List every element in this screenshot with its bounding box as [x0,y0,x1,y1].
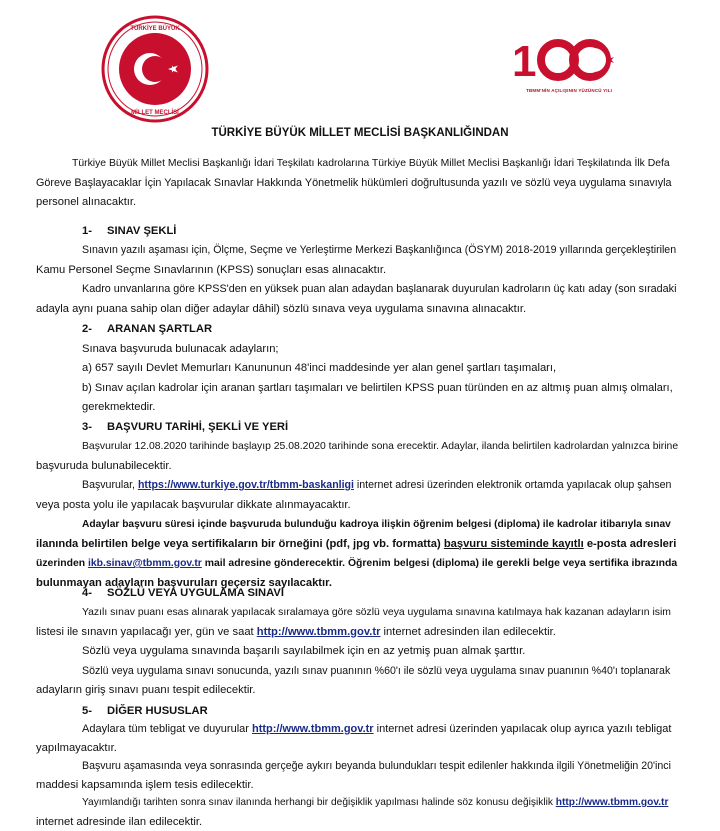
section-5-body [36,720,678,831]
s5-p1-text: Adaylara tüm tebligat ve duyurular [82,723,252,735]
section-5 [82,702,678,722]
email-link[interactable]: ikb.sinav@tbmm.gov.tr [88,558,202,569]
s4-p3-line-1: Sözlü veya uygulama sınavı sonucunda, yazılı sınav puanının %60'ı ile sözlü veya uygulama sınav puanının %40'ı toplanarak [36,662,678,682]
section-2 [82,320,678,418]
svg-text:MİLLET MECLİSİ: MİLLET MECLİSİ [131,109,179,116]
section-1-heading [82,222,678,242]
s4-p1-line-1: Yazılı sınav puanı esas alınarak yapılacak sıralamaya göre sözlü veya uygulama sınavına katılmaya hak kazanan adayların isim [36,603,678,623]
s1-p2-line-2: adayla aynı puana sahip olan diğer adaylar dâhil) sözlü sınava veya uygulama sınavına alınacaktır. [36,300,678,320]
section-5-heading [82,702,678,722]
s4-p1-line-2: listesi ile sınavın yapılacağı yer, gün ve saat [36,626,257,638]
section-4 [82,584,678,604]
s1-p2-line-1: Kadro unvanlarına göre KPSS'den en yüksek puan alan adaydan başlanarak duyurulan kadroların üç katı aday (son sıradaki [36,280,678,300]
section-4-title: SÖZLÜ VEYA UYGULAMA SINAVI [107,587,284,599]
tbmm-link-2[interactable]: http://www.tbmm.gov.tr [252,723,374,735]
section-5-title: DİĞER HUSUSLAR [107,705,208,717]
s2-item-a: a) 657 sayılı Devlet Memurları Kanununun 48'inci maddesinde yer alan genel şartları taşımaları, [82,359,678,379]
s3-p2-text-2: internet adresi üzerinden elektronik ortamda yapılacak olup şahsen [354,479,671,491]
section-3-body [36,437,678,593]
intro-line-2: Göreve Başlayacaklar İçin Yapılacak Sınavlar Hakkında Yönetmelik hükümleri doğrultusunda yazılı ve sözlü veya uygulama sınavıyla [36,174,678,194]
section-2-number: 2- [82,320,107,340]
tbmm-link-1[interactable]: http://www.tbmm.gov.tr [257,626,381,638]
s2-intro: Sınava başvuruda bulunacak adayların; [82,340,678,360]
s3-p1-line-2: başvuruda bulunabilecektir. [36,457,678,477]
section-3 [82,418,678,438]
section-4-body [36,603,678,701]
section-1-body [36,241,678,319]
section-1-title: SINAV ŞEKLİ [107,225,176,237]
s4-p1-line-2b: internet adresinden ilan edilecektir. [380,626,555,638]
intro-line-3: personel alınacaktır. [36,193,678,213]
section-4-heading [82,584,678,604]
section-3-heading [82,418,678,438]
s3-p3-line-1: Adaylar başvuru süresi içinde başvuruda bulunduğu kadroya ilişkin öğrenim belgesi (diploma) ile kadrolar itibarıyla sınav [36,515,678,535]
s3-p3-line-3b: mail adresine gönderecektir. Öğrenim belgesi (diploma) ile gerekli belge veya sertifika ibrazında [202,558,677,569]
section-5-number: 5- [82,702,107,722]
tbmm-link-3[interactable]: http://www.tbmm.gov.tr [556,797,669,808]
svg-text:TÜRKİYE BÜYÜK: TÜRKİYE BÜYÜK [130,25,180,32]
s3-p2-text: Başvurular, [82,479,138,491]
s1-p1-line-2: Kamu Personel Seçme Sınavlarının (KPSS) sonuçları esas alınacaktır. [36,261,678,281]
turkiye-gov-link[interactable]: https://www.turkiye.gov.tr/tbmm-baskanligi [138,479,354,491]
s3-p3-line-4: bulunmayan adayların başvuruları geçersiz sayılacaktır. [36,574,678,594]
intro-paragraph [36,154,678,213]
intro-line-1: Türkiye Büyük Millet Meclisi Başkanlığı İdari Teşkilatı kadrolarına Türkiye Büyük Millet Meclisi Başkanlığı İdari Teşkilatında İlk Defa [36,154,678,174]
s5-p1-line-2: yapılmayacaktır. [36,739,678,758]
s5-p2-line-2: maddesi kapsamında işlem tesis edilecektir. [36,776,678,795]
section-2-heading [82,320,678,340]
s4-p2: Sözlü veya uygulama sınavında başarılı sayılabilmek için en az yetmiş puan almak şarttır. [36,642,678,662]
s5-p1-text-2: internet adresi üzerinden yapılacak olup ayrıca yazılı tebligat [374,723,672,735]
s3-p3-line-2b: e-posta adresleri [584,538,677,550]
s5-p3-line-2: internet adresinde ilan edilecektir. [36,813,678,831]
s3-p3-underlined: başvuru sisteminde kayıtlı [444,538,584,550]
s3-p3-line-2: ilanında belirtilen belge veya sertifikaların bir örneğini (pdf, jpg vb. formatta) [36,538,444,550]
section-1-number: 1- [82,222,107,242]
s3-p3-line-3: üzerinden [36,558,88,569]
s5-p3-text: Yayımlandığı tarihten sonra sınav ilanında herhangi bir değişiklik yapılması halinde söz konusu değişiklik [82,797,556,808]
section-3-number: 3- [82,418,107,438]
section-2-title: ARANAN ŞARTLAR [107,323,212,335]
section-3-title: BAŞVURU TARİHİ, ŞEKLİ VE YERİ [107,421,288,433]
centennial-100-logo [508,26,638,106]
page-title: TÜRKİYE BÜYÜK MİLLET MECLİSİ BAŞKANLIĞINDAN [0,127,720,139]
s3-p2-line-2: veya posta yolu ile yapılacak başvurular dikkate alınmayacaktır. [36,496,678,516]
section-4-number: 4- [82,584,107,604]
s3-p1-line-1: Başvurular 12.08.2020 tarihinde başlayıp 25.08.2020 tarihinde sona erecektir. Adaylar, ilanda belirtilen kadrolardan yalnızca birine [36,437,678,457]
centennial-caption: TBMM'NİN AÇILIŞININ YÜZÜNCÜ YILI [526,88,646,93]
s2-item-b: b) Sınav açılan kadrolar için aranan şartları taşımaları ve belirtilen KPSS puan türünden en az altmış puan almış olmaları, [82,379,678,399]
s1-p1-line-1: Sınavın yazılı aşaması için, Ölçme, Seçme ve Yerleştirme Merkezi Başkanlığınca (ÖSYM) 2018-2019 yıllarında gerçekleştirilen [36,241,678,261]
s4-p3-line-2: adayların giriş sınavı puanı tespit edilecektir. [36,681,678,701]
s5-p2-line-1: Başvuru aşamasında veya sonrasında gerçeğe aykırı beyanda bulundukları tespit edilenler hakkında ilgili Yönetmeliğin 20'inci [36,757,678,776]
tbmm-seal-logo [100,14,210,124]
svg-text:1: 1 [512,37,536,86]
section-1 [82,222,678,242]
s2-item-b-cont: gerekmektedir. [82,398,678,418]
